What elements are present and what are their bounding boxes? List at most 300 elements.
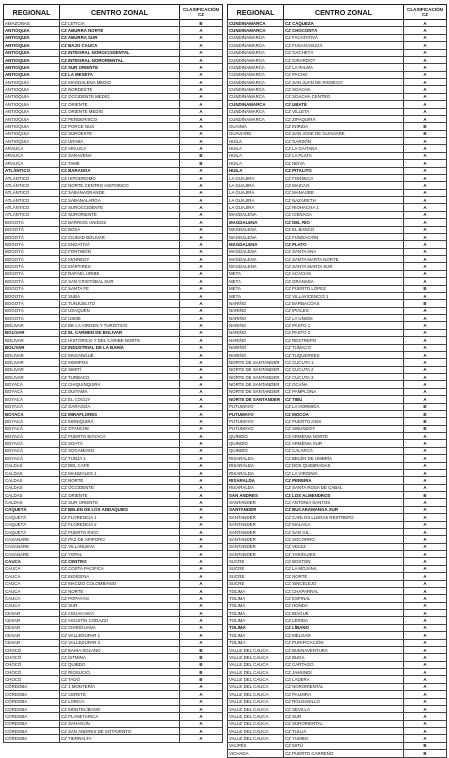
cell-clasificacion: B bbox=[180, 661, 223, 668]
cell-centro-zonal: CZ SIBUNDOY bbox=[284, 425, 404, 432]
cell-regional: SANTANDER bbox=[228, 543, 284, 550]
cell-centro-zonal: CZ MONTELÍBANO bbox=[60, 705, 180, 712]
cell-regional: BOGOTÁ bbox=[4, 285, 60, 292]
cell-regional: CUNDINAMARCA bbox=[228, 71, 284, 78]
cell-regional: BOGOTÁ bbox=[4, 219, 60, 226]
table-row bbox=[4, 676, 223, 683]
cell-regional: TOLIMA bbox=[228, 602, 284, 609]
cell-regional: BOGOTÁ bbox=[4, 248, 60, 255]
cell-clasificacion: A bbox=[404, 580, 447, 587]
cell-regional: CHOCÓ bbox=[4, 661, 60, 668]
cell-centro-zonal: CZ SUR ORIENTE bbox=[60, 499, 180, 506]
table-row bbox=[4, 241, 223, 248]
table-row bbox=[228, 160, 447, 167]
cell-centro-zonal: CZ CENTRO bbox=[60, 558, 180, 565]
cell-centro-zonal: CZ SURORIENTAL bbox=[284, 720, 404, 727]
cell-regional: LA GUAJIRA bbox=[228, 182, 284, 189]
table-row bbox=[4, 632, 223, 639]
cell-regional: BOYACÁ bbox=[4, 388, 60, 395]
table-row bbox=[4, 167, 223, 174]
cell-centro-zonal: CZ ORIENTE MEDIO bbox=[60, 108, 180, 115]
table-row bbox=[4, 469, 223, 476]
cell-regional: META bbox=[228, 292, 284, 299]
table-row bbox=[4, 307, 223, 314]
cell-centro-zonal: CZ SAN JUAN DE RIOSECO bbox=[284, 79, 404, 86]
cell-centro-zonal: CZ OCCIDENTE MEDIO bbox=[60, 93, 180, 100]
cell-regional: MAGDALENA bbox=[228, 211, 284, 218]
cell-clasificacion: A bbox=[404, 462, 447, 469]
cell-clasificacion: A bbox=[404, 49, 447, 56]
cell-centro-zonal: CZ VALLEDUPAR 1 bbox=[60, 632, 180, 639]
cell-regional: CASANARE bbox=[4, 536, 60, 543]
cell-regional: LA GUAJIRA bbox=[228, 189, 284, 196]
cell-clasificacion: A bbox=[404, 440, 447, 447]
table-row bbox=[4, 256, 223, 263]
cell-centro-zonal: CZ HONDA bbox=[284, 602, 404, 609]
cell-centro-zonal: CZ ABURRA NORTE bbox=[60, 27, 180, 34]
cell-clasificacion: B bbox=[404, 130, 447, 137]
cell-clasificacion: A bbox=[404, 86, 447, 93]
cell-clasificacion: A bbox=[404, 506, 447, 513]
table-row bbox=[228, 735, 447, 742]
table-row bbox=[4, 49, 223, 56]
right-table-body bbox=[228, 20, 447, 758]
table-row bbox=[228, 315, 447, 322]
cell-centro-zonal: CZ YOPAL bbox=[60, 551, 180, 558]
cell-clasificacion: A bbox=[180, 720, 223, 727]
header-centro-zonal: CENTRO ZONAL bbox=[60, 5, 180, 20]
table-row bbox=[4, 646, 223, 653]
cell-centro-zonal: CZ BOSTON bbox=[284, 558, 404, 565]
table-row bbox=[228, 676, 447, 683]
cell-centro-zonal: CZ MOCOA bbox=[284, 410, 404, 417]
cell-centro-zonal: CZ SUR bbox=[284, 713, 404, 720]
cell-centro-zonal: CZ MÁLAGA bbox=[284, 521, 404, 528]
table-row bbox=[4, 381, 223, 388]
cell-centro-zonal: CZ PITALITO bbox=[284, 167, 404, 174]
table-row bbox=[228, 174, 447, 181]
cell-regional: MAGDALENA bbox=[228, 233, 284, 240]
cell-centro-zonal: CZ LÉRIDA bbox=[284, 617, 404, 624]
cell-centro-zonal: CZ EL CARMEN DE BOLIVAR bbox=[60, 329, 180, 336]
cell-clasificacion: A bbox=[404, 624, 447, 631]
cell-regional: CALDAS bbox=[4, 492, 60, 499]
cell-regional: CESAR bbox=[4, 632, 60, 639]
cell-centro-zonal: CZ SUR bbox=[60, 602, 180, 609]
cell-regional: SANTANDER bbox=[228, 521, 284, 528]
document-page bbox=[3, 4, 446, 756]
cell-centro-zonal: CZ NORTE bbox=[60, 587, 180, 594]
table-row bbox=[4, 329, 223, 336]
cell-centro-zonal: CZ BARRIOS UNIDOS bbox=[60, 219, 180, 226]
cell-clasificacion: A bbox=[180, 506, 223, 513]
cell-regional: HUILA bbox=[228, 145, 284, 152]
cell-clasificacion: A bbox=[180, 42, 223, 49]
cell-clasificacion: A bbox=[180, 307, 223, 314]
cell-centro-zonal: CZ TULUÁ bbox=[284, 728, 404, 735]
cell-centro-zonal: CZ DEL CAFÉ bbox=[60, 462, 180, 469]
cell-regional: SUCRE bbox=[228, 573, 284, 580]
table-row bbox=[228, 669, 447, 676]
cell-regional: SANTANDER bbox=[228, 536, 284, 543]
cell-centro-zonal: CZ LA UNIÓN bbox=[284, 315, 404, 322]
cell-centro-zonal: CZ MOMPOX bbox=[60, 359, 180, 366]
cell-clasificacion: A bbox=[404, 617, 447, 624]
cell-clasificacion: A bbox=[404, 705, 447, 712]
cell-clasificacion: A bbox=[404, 351, 447, 358]
cell-regional: BOLIVAR bbox=[4, 337, 60, 344]
cell-centro-zonal: CZ LA MESETA bbox=[60, 71, 180, 78]
cell-clasificacion: A bbox=[180, 624, 223, 631]
table-row bbox=[228, 189, 447, 196]
table-row bbox=[4, 130, 223, 137]
cell-clasificacion: A bbox=[180, 226, 223, 233]
cell-centro-zonal: CZ FUSAGASUGÁ bbox=[284, 42, 404, 49]
cell-regional: NARIÑO bbox=[228, 322, 284, 329]
cell-centro-zonal: CZ BUGA bbox=[284, 654, 404, 661]
cell-centro-zonal: CZ PEREIRA bbox=[284, 477, 404, 484]
cell-clasificacion: A bbox=[180, 528, 223, 535]
table-row bbox=[4, 152, 223, 159]
table-row bbox=[4, 418, 223, 425]
table-row bbox=[4, 197, 223, 204]
cell-clasificacion: A bbox=[404, 676, 447, 683]
table-row bbox=[228, 322, 447, 329]
cell-centro-zonal: CZ PUERTO LÓPEZ bbox=[284, 285, 404, 292]
cell-clasificacion: A bbox=[180, 263, 223, 270]
left-header-row bbox=[4, 5, 223, 20]
cell-centro-zonal: CZ GARAGOA bbox=[60, 403, 180, 410]
right-table bbox=[227, 4, 447, 758]
header-regional: REGIONAL bbox=[4, 5, 60, 20]
table-row bbox=[4, 108, 223, 115]
cell-centro-zonal: CZ MANIZALES 1 bbox=[60, 469, 180, 476]
cell-regional: VICHADA bbox=[228, 750, 284, 757]
table-row bbox=[228, 551, 447, 558]
cell-clasificacion: B bbox=[404, 123, 447, 130]
cell-regional: GUAVIARE bbox=[228, 130, 284, 137]
cell-centro-zonal: CZ SOATÁ bbox=[60, 440, 180, 447]
cell-clasificacion: A bbox=[404, 204, 447, 211]
table-row bbox=[228, 469, 447, 476]
table-row bbox=[228, 34, 447, 41]
cell-clasificacion: A bbox=[180, 241, 223, 248]
cell-regional: BOYACÁ bbox=[4, 433, 60, 440]
cell-clasificacion: A bbox=[180, 573, 223, 580]
cell-centro-zonal: CZ TUNJUELITO bbox=[60, 300, 180, 307]
cell-centro-zonal: CZ EL BANCO bbox=[284, 226, 404, 233]
cell-centro-zonal: CZ BARBACOAS bbox=[284, 300, 404, 307]
cell-clasificacion: A bbox=[404, 514, 447, 521]
cell-clasificacion: B bbox=[404, 750, 447, 757]
cell-clasificacion: A bbox=[180, 632, 223, 639]
table-row bbox=[228, 138, 447, 145]
cell-regional: VALLE DEL CAUCA bbox=[228, 654, 284, 661]
cell-clasificacion: A bbox=[180, 182, 223, 189]
right-header-row bbox=[228, 5, 447, 20]
cell-regional: ANTIOQUIA bbox=[4, 71, 60, 78]
cell-regional: CAUCA bbox=[4, 558, 60, 565]
cell-regional: ANTIOQUIA bbox=[4, 130, 60, 137]
cell-regional: BOGOTÁ bbox=[4, 315, 60, 322]
cell-centro-zonal: CZ BUCARAMANGA SUR bbox=[284, 506, 404, 513]
table-row bbox=[4, 506, 223, 513]
cell-clasificacion: A bbox=[404, 160, 447, 167]
cell-regional: NORTE DE SANTANDER bbox=[228, 381, 284, 388]
cell-regional: CUNDINAMARCA bbox=[228, 42, 284, 49]
cell-clasificacion: A bbox=[180, 499, 223, 506]
cell-centro-zonal: CZ PUERTO RICO bbox=[60, 528, 180, 535]
cell-clasificacion: A bbox=[180, 366, 223, 373]
cell-centro-zonal: CZ AGUACHICA bbox=[60, 610, 180, 617]
table-row bbox=[228, 492, 447, 499]
cell-centro-zonal: CZ LOS ALMENDROS bbox=[284, 492, 404, 499]
table-row bbox=[4, 587, 223, 594]
cell-centro-zonal: CZ NEIVA bbox=[284, 160, 404, 167]
table-row bbox=[4, 410, 223, 417]
table-row bbox=[4, 396, 223, 403]
cell-regional: BOGOTÁ bbox=[4, 278, 60, 285]
cell-clasificacion: A bbox=[404, 565, 447, 572]
cell-centro-zonal: CZ ROLDANILLO bbox=[284, 698, 404, 705]
table-row bbox=[228, 396, 447, 403]
cell-regional: CUNDINAMARCA bbox=[228, 56, 284, 63]
cell-regional: CÓRDOBA bbox=[4, 683, 60, 690]
table-row bbox=[4, 558, 223, 565]
cell-regional: TOLIMA bbox=[228, 617, 284, 624]
cell-clasificacion: B bbox=[404, 492, 447, 499]
cell-centro-zonal: CZ SANTA FE bbox=[60, 285, 180, 292]
cell-centro-zonal: CZ INÍRIDA bbox=[284, 123, 404, 130]
table-row bbox=[4, 580, 223, 587]
cell-clasificacion: B bbox=[404, 300, 447, 307]
cell-clasificacion: A bbox=[404, 669, 447, 676]
cell-regional: CAQUETÁ bbox=[4, 528, 60, 535]
cell-centro-zonal: CZ SABANAGRANDE bbox=[60, 189, 180, 196]
table-row bbox=[4, 462, 223, 469]
table-row bbox=[228, 337, 447, 344]
cell-clasificacion: A bbox=[404, 197, 447, 204]
table-row bbox=[228, 558, 447, 565]
table-row bbox=[4, 27, 223, 34]
cell-centro-zonal: CZ INTEGRAL NORORIENTAL bbox=[60, 56, 180, 63]
cell-regional: TOLIMA bbox=[228, 639, 284, 646]
cell-clasificacion: A bbox=[180, 115, 223, 122]
cell-regional: LA GUAJIRA bbox=[228, 197, 284, 204]
table-row bbox=[228, 705, 447, 712]
table-row bbox=[4, 219, 223, 226]
cell-regional: CALDAS bbox=[4, 469, 60, 476]
cell-clasificacion: A bbox=[404, 108, 447, 115]
cell-clasificacion: A bbox=[180, 86, 223, 93]
table-row bbox=[228, 278, 447, 285]
table-row bbox=[4, 595, 223, 602]
table-row bbox=[228, 167, 447, 174]
table-row bbox=[4, 160, 223, 167]
table-row bbox=[228, 610, 447, 617]
table-row bbox=[4, 617, 223, 624]
cell-clasificacion: B bbox=[180, 669, 223, 676]
cell-clasificacion: A bbox=[180, 440, 223, 447]
cell-centro-zonal: CZ NORORIENTAL bbox=[284, 683, 404, 690]
cell-clasificacion: A bbox=[404, 366, 447, 373]
cell-clasificacion: A bbox=[180, 138, 223, 145]
cell-regional: PUTUMAYO bbox=[228, 418, 284, 425]
cell-regional: BOYACÁ bbox=[4, 381, 60, 388]
cell-regional: SANTANDER bbox=[228, 514, 284, 521]
cell-regional: MAGDALENA bbox=[228, 219, 284, 226]
table-row bbox=[4, 705, 223, 712]
cell-centro-zonal: CZ TURBACO bbox=[60, 374, 180, 381]
cell-centro-zonal: CZ CUCUTA 3 bbox=[284, 374, 404, 381]
cell-clasificacion: A bbox=[180, 551, 223, 558]
table-row bbox=[228, 617, 447, 624]
cell-centro-zonal: CZ SANTA ANA bbox=[284, 248, 404, 255]
cell-clasificacion: A bbox=[404, 595, 447, 602]
cell-clasificacion: A bbox=[404, 646, 447, 653]
cell-regional: BOGOTÁ bbox=[4, 292, 60, 299]
cell-centro-zonal: CZ PORCE NUS bbox=[60, 123, 180, 130]
table-row bbox=[228, 49, 447, 56]
cell-regional: MAGDALENA bbox=[228, 241, 284, 248]
cell-regional: BOLIVAR bbox=[4, 351, 60, 358]
cell-clasificacion: A bbox=[404, 344, 447, 351]
cell-centro-zonal: CZ CIÉNAGA bbox=[284, 211, 404, 218]
cell-clasificacion: A bbox=[180, 174, 223, 181]
cell-regional: NARIÑO bbox=[228, 337, 284, 344]
cell-centro-zonal: CZ MACIZO COLOMBIANO bbox=[60, 580, 180, 587]
cell-centro-zonal: CZ KENNEDY bbox=[60, 256, 180, 263]
cell-clasificacion: A bbox=[180, 145, 223, 152]
table-row bbox=[228, 565, 447, 572]
table-row bbox=[4, 351, 223, 358]
cell-centro-zonal: CZ SINCELEJO bbox=[284, 580, 404, 587]
cell-centro-zonal: CZ VELEZ bbox=[284, 543, 404, 550]
table-row bbox=[228, 514, 447, 521]
cell-clasificacion: A bbox=[180, 337, 223, 344]
cell-clasificacion: A bbox=[180, 270, 223, 277]
cell-regional: CÓRDOBA bbox=[4, 698, 60, 705]
table-row bbox=[4, 56, 223, 63]
cell-regional: BOGOTÁ bbox=[4, 233, 60, 240]
cell-centro-zonal: CZ PENDERISCO bbox=[60, 115, 180, 122]
table-row bbox=[228, 728, 447, 735]
cell-regional: BOLIVAR bbox=[4, 374, 60, 381]
cell-regional: ARAUCA bbox=[4, 145, 60, 152]
cell-regional: CUNDINAMARCA bbox=[228, 79, 284, 86]
cell-clasificacion: A bbox=[180, 410, 223, 417]
table-row bbox=[228, 595, 447, 602]
left-table-body bbox=[4, 20, 223, 743]
cell-centro-zonal: CZ CALARCÁ bbox=[284, 447, 404, 454]
header-clasificacion: CLASIFICACIÓN CZ bbox=[180, 5, 223, 20]
cell-regional: BOLIVAR bbox=[4, 359, 60, 366]
cell-regional: CUNDINAMARCA bbox=[228, 86, 284, 93]
cell-regional: CHOCÓ bbox=[4, 676, 60, 683]
cell-centro-zonal: CZ MITÚ bbox=[284, 742, 404, 749]
cell-regional: META bbox=[228, 278, 284, 285]
cell-clasificacion: A bbox=[404, 558, 447, 565]
cell-clasificacion: A bbox=[404, 211, 447, 218]
table-row bbox=[228, 388, 447, 395]
table-row bbox=[228, 182, 447, 189]
cell-centro-zonal: CZ LADERA bbox=[284, 676, 404, 683]
cell-clasificacion: A bbox=[404, 56, 447, 63]
cell-regional: CUNDINAMARCA bbox=[228, 101, 284, 108]
cell-regional: CÓRDOBA bbox=[4, 728, 60, 735]
table-row bbox=[228, 226, 447, 233]
table-row bbox=[228, 263, 447, 270]
cell-regional: HUILA bbox=[228, 167, 284, 174]
cell-clasificacion: B bbox=[180, 152, 223, 159]
cell-centro-zonal: CZ CHIRIGUANA bbox=[60, 624, 180, 631]
table-row bbox=[228, 93, 447, 100]
table-row bbox=[4, 698, 223, 705]
table-row bbox=[4, 270, 223, 277]
cell-centro-zonal: CZ YUMBO bbox=[284, 735, 404, 742]
cell-regional: META bbox=[228, 285, 284, 292]
cell-regional: TOLIMA bbox=[228, 624, 284, 631]
cell-regional: CUNDINAMARCA bbox=[228, 20, 284, 27]
cell-centro-zonal: CZ MÁRTIRES bbox=[60, 263, 180, 270]
cell-centro-zonal: CZ YARIGUIES bbox=[284, 551, 404, 558]
cell-regional: HUILA bbox=[228, 160, 284, 167]
table-row bbox=[228, 366, 447, 373]
cell-clasificacion: A bbox=[180, 610, 223, 617]
cell-regional: CESAR bbox=[4, 624, 60, 631]
cell-regional: SUCRE bbox=[228, 558, 284, 565]
table-row bbox=[4, 189, 223, 196]
table-row bbox=[228, 374, 447, 381]
cell-centro-zonal: CZ SANTA ROSA DE CABAL bbox=[284, 484, 404, 491]
cell-centro-zonal: CZ PASTO 1 bbox=[284, 322, 404, 329]
cell-clasificacion: A bbox=[404, 71, 447, 78]
cell-centro-zonal: CZ FACATATIVÁ bbox=[284, 34, 404, 41]
cell-regional: ANTIOQUIA bbox=[4, 115, 60, 122]
cell-regional: CÓRDOBA bbox=[4, 705, 60, 712]
cell-regional: ANTIOQUIA bbox=[4, 42, 60, 49]
table-row bbox=[4, 366, 223, 373]
cell-clasificacion: A bbox=[404, 632, 447, 639]
cell-regional: CAUCA bbox=[4, 580, 60, 587]
cell-centro-zonal: CZ OCCIDENTE bbox=[60, 484, 180, 491]
table-row bbox=[228, 108, 447, 115]
table-row bbox=[228, 248, 447, 255]
cell-centro-zonal: CZ IPIALES bbox=[284, 307, 404, 314]
cell-centro-zonal: CZ RAFAEL URIBE bbox=[60, 270, 180, 277]
cell-centro-zonal: CZ LA MOJANA bbox=[284, 565, 404, 572]
cell-clasificacion: A bbox=[404, 374, 447, 381]
cell-regional: CAQUETÁ bbox=[4, 521, 60, 528]
cell-clasificacion: A bbox=[180, 617, 223, 624]
cell-centro-zonal: CZ PUERTO BOYACÁ bbox=[60, 433, 180, 440]
cell-clasificacion: B bbox=[404, 410, 447, 417]
cell-clasificacion: A bbox=[180, 462, 223, 469]
table-row bbox=[4, 639, 223, 646]
cell-clasificacion: A bbox=[404, 101, 447, 108]
cell-centro-zonal: CZ ACACIAS bbox=[284, 270, 404, 277]
table-row bbox=[4, 278, 223, 285]
cell-clasificacion: A bbox=[404, 337, 447, 344]
cell-clasificacion: A bbox=[404, 292, 447, 299]
table-row bbox=[228, 292, 447, 299]
cell-clasificacion: A bbox=[404, 270, 447, 277]
table-row bbox=[4, 713, 223, 720]
cell-centro-zonal: CZ PAZ DE ARIPORO bbox=[60, 536, 180, 543]
table-row bbox=[228, 219, 447, 226]
table-row bbox=[228, 211, 447, 218]
table-row bbox=[4, 492, 223, 499]
